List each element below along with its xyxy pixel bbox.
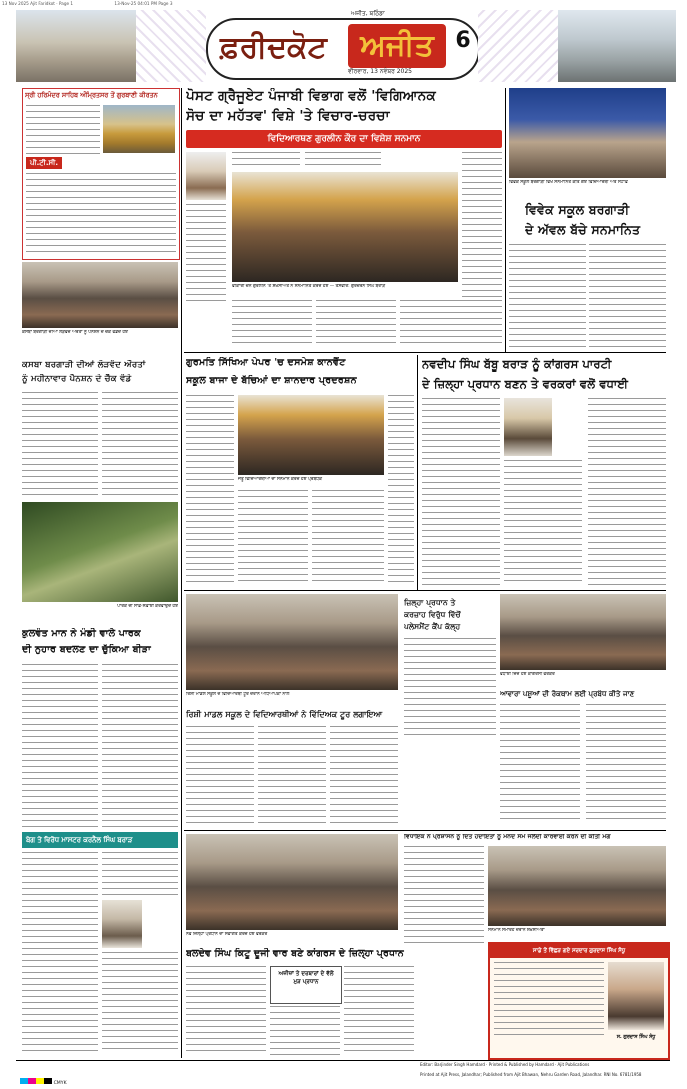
masthead xyxy=(16,8,676,83)
main-text-bottom-2 xyxy=(316,300,396,348)
masthead-title-box xyxy=(206,10,480,80)
cmyk-magenta-swatch xyxy=(28,1078,36,1084)
kauni-headline: ਬਲਦੇਵ ਸਿੰਘ ਕਿਟੂ ਦੂਜੀ ਵਾਰ ਬਣੇ ਕਾਂਗਰਸ ਦੇ ਜ਼ਿਲ੍ਹਾ ਪ੍ਰਧਾਨ xyxy=(186,948,404,959)
gurmat-headline-2: ਸਕੂਲ ਬਾਜਾ ਦੇ ਬੱਚਿਆਂ ਦਾ ਸ਼ਾਨਦਾਰ ਪ੍ਰਦਰਸ਼ਨ xyxy=(186,375,357,386)
main-photo xyxy=(232,172,458,282)
main-text-bottom-3 xyxy=(400,300,502,348)
school-photo-caption: ਵਿਵੇਕ ਸਕੂਲ ਬਰਗਾੜੀ ਵਿਖੇ ਸਨਮਾਨਿਤ ਕੀਤੇ ਗਏ ਵਿਦਿਆਰਥੀ ਅਤੇ ਸਟਾਫ਼ xyxy=(509,180,628,185)
kirtan-headline: ਸ੍ਰੀ ਹਰਿਮੰਦਰ ਸਾਹਿਬ ਅੰਮ੍ਰਿਤਸਰ ਤੋਂ ਗੁਰਬਾਣੀ ਕੀਰਤਨ xyxy=(25,91,158,99)
park-photo-caption: ਪਾਰਕ ਦੀ ਸਾਫ਼-ਸਫ਼ਾਈ ਕਰਵਾਉਂਦੇ ਹੋਏ xyxy=(117,604,178,609)
masthead-title-right-box xyxy=(348,24,446,68)
column-divider-2 xyxy=(505,88,506,352)
school-headline-2: ਦੇ ਅੱਵਲ ਬੱਚੇ ਸਨਮਾਨਿਤ xyxy=(525,222,641,237)
main-photo-caption: ਵੀਂਕਾਰੀ ਚੇਨ ਗੁਰਲੀਨ 'ਤੇ ਸ਼ਖ਼ਸੀਅਤ ਨੇ ਸਨਮਾਨਿਤ ਕਰਦੇ ਹੋਏ — ਤਸਵੀਰ: ਗੁਰਚਰਨ ਸਿੰਘ ਬਰਾੜ xyxy=(232,284,386,289)
main-text-col2 xyxy=(232,152,300,170)
masthead-edition: ਅਜੀਤ, ਬਠਿੰਡਾ xyxy=(348,10,388,18)
gurmat-headline-1: ਗੁਰਮਤਿ ਸਿੱਖਿਆ ਪੇਪਰ 'ਚ ਦਸਮੇਸ਼ ਕਾਨਵੈਂਟ xyxy=(186,357,346,368)
school-photo xyxy=(509,88,666,178)
rishi-headline: ਰਿਸ਼ੀ ਮਾਡਲ ਸਕੂਲ ਦੇ ਵਿਦਿਆਰਥੀਆਂ ਨੇ ਵਿੱਦਿਅਕ ਟੂਰ ਲਗਾਇਆ xyxy=(186,710,383,719)
main-small-photo xyxy=(186,152,226,200)
page-number: 6 xyxy=(455,28,471,53)
kauni-text-col3 xyxy=(344,966,414,1056)
aawara-headline-2: ਵਿਧਾਇਕ ਨੇ ਪ੍ਰਸ਼ਾਸਨ ਨੂੰ ਦਿੱਤੇ ਹਦਾਇਤਾਂ ਨੂੰ ਮੰਨਦੇ ਸਮੇਂ ਜਲਦੀ ਕਾਰਵਾਈ ਕਰਨ ਦੀ ਕੀਤੀ ਮੰਗ xyxy=(404,834,611,840)
footer-cmyk xyxy=(20,1078,80,1086)
kirtan-text-1 xyxy=(26,105,100,155)
story-kirtan xyxy=(22,88,180,260)
kauni-text-col1 xyxy=(186,966,266,1056)
congress-headline-2: ਦੇ ਜ਼ਿਲ੍ਹਾ ਪ੍ਰਧਾਨ ਬਣਨ ਤੇ ਵਰਕਰਾਂ ਵਲੋਂ ਵਧਾਈ xyxy=(422,377,629,391)
kauni-pull-quote: ਅਜ਼ੀਜ਼ਾਂ ਤੇ ਦਰਬਾਰਾਂ ਦੇ ਵੱਲੋਂ ਮੁੜ ਪ੍ਰਧਾਨ xyxy=(278,971,334,985)
obit-headline-box xyxy=(22,832,178,848)
row-divider-2 xyxy=(184,590,666,591)
tiles-headline-1: ਜ਼ਿਲ੍ਹਾ ਪ੍ਰਧਾਨ ਤੇ xyxy=(404,598,456,607)
column-divider-3 xyxy=(417,355,418,590)
tiles-photo xyxy=(500,594,666,670)
obit-text-col3 xyxy=(102,952,178,1052)
park-headline-2: ਦੀ ਨੁਹਾਰ ਬਦਲਣ ਦਾ ਚੁੱਕਿਆ ਬੀੜਾ xyxy=(22,644,151,655)
school-text-col1 xyxy=(509,244,586,348)
memorial-ad-name: ਸ. ਗੁਰਦਾਸ ਸਿੰਘ ਸੰਧੂ xyxy=(616,1035,656,1040)
gurmat-text-col2 xyxy=(388,395,414,585)
aawara-text-col1 xyxy=(500,704,580,824)
aawara-text-col2 xyxy=(586,704,666,824)
congress-headline-1: ਨਵਦੀਪ ਸਿੰਘ ਬੱਬੂ ਬਰਾੜ ਨੂੰ ਕਾਂਗਰਸ ਪਾਰਟੀ xyxy=(422,357,612,371)
masthead-title-left: ਫ਼ਰੀਦਕੋਟ xyxy=(220,30,327,65)
congress-text-col3 xyxy=(588,398,666,586)
print-slug xyxy=(2,1,685,7)
pension-text-col1 xyxy=(22,392,98,498)
cmyk-yellow-swatch xyxy=(36,1078,44,1084)
masthead-photo-left xyxy=(16,10,136,82)
main-headline-1: ਪੋਸਟ ਗ੍ਰੈਜੂਏਟ ਪੰਜਾਬੀ ਵਿਭਾਗ ਵਲੋਂ 'ਵਿਗਿਆਨਕ xyxy=(186,88,436,104)
obit-text-col1 xyxy=(22,852,98,1052)
memorial-ad-photo xyxy=(608,962,664,1030)
rishi-photo xyxy=(186,594,398,690)
tiles-text xyxy=(404,638,496,738)
tiles-headline-2: ਕਰਜ਼ਾਹ ਵਿਰੁੱਧ ਵਿੱਚੋਂ xyxy=(404,610,461,619)
row-divider-1 xyxy=(184,352,666,353)
aawara-photo xyxy=(488,846,666,926)
obit-headline: ਬੇਗ ਤੇ ਵਿਰੋਧ ਮਾਸਟਰ ਕਰਨੈਲ ਸਿੰਘ ਬਰਾੜ xyxy=(26,836,133,844)
gurmat-text-col1 xyxy=(186,395,234,585)
kirtan-text-2 xyxy=(26,173,176,255)
obit-text-col2 xyxy=(102,852,178,896)
congress-photo xyxy=(504,398,552,456)
cmyk-cyan-swatch xyxy=(20,1078,28,1084)
main-banner-text: ਵਿਦਿਆਰਥਣ ਗੁਰਲੀਨ ਕੌਰ ਦਾ ਵਿਸ਼ੇਸ਼ ਸਨਮਾਨ xyxy=(267,134,421,144)
print-slug-right: 13-Nov-25 04:01 PM Page 3 xyxy=(114,1,173,6)
memorial-ad-title-box xyxy=(490,944,668,958)
column-divider-1 xyxy=(181,88,182,1058)
pension-photo-caption: ਕਸਬਾ ਬਰਗਾੜੀ ਦੀਆਂ ਲੋੜਵੰਦ ਔਰਤਾਂ ਨੂੰ ਪੈਨਸ਼ਨ ਦੇ ਚੈੱਕ ਵੰਡਦੇ ਹੋਏ xyxy=(22,330,128,335)
gurmat-text-col4 xyxy=(312,490,384,585)
main-headline-2: ਸੋਚ ਦਾ ਮਹੱਤਵ' ਵਿਸ਼ੇ 'ਤੇ ਵਿਚਾਰ-ਚਰਚਾ xyxy=(186,108,390,124)
print-slug-left: 13 Nov 2025 Ajit Faridkot · Page 1 xyxy=(2,1,74,6)
school-headline-1: ਵਿਵੇਕ ਸਕੂਲ ਬਰਗਾੜੀ xyxy=(525,202,630,217)
memorial-ad-title: ਸਾਡੇ ਤੋਂ ਵਿੱਛੜ ਗਏ ਸਰਦਾਰ ਗੁਰਦਾਸ ਸਿੰਘ ਸੰਧੂ xyxy=(532,948,626,954)
masthead-pattern-right xyxy=(478,10,558,82)
pension-headline-2: ਨੂੰ ਮਹੀਨਾਵਾਰ ਪੈਨਸ਼ਨ ਦੇ ਚੈੱਕ ਵੰਡੇ xyxy=(22,374,132,384)
tiles-headline-3: ਪਲੇਸਮੈਂਟ ਕੈਂਪ ਕੱਲ੍ਹ xyxy=(404,622,461,631)
rishi-text-col3 xyxy=(330,726,398,826)
pension-text-col2 xyxy=(102,392,178,498)
cmyk-black-swatch xyxy=(44,1078,52,1084)
kirtan-photo xyxy=(103,105,175,153)
kauni-pull-quote-box xyxy=(270,966,342,1004)
rishi-text-col2 xyxy=(258,726,326,826)
park-text-col2 xyxy=(102,664,178,828)
congress-text-col2 xyxy=(504,460,582,586)
gurmat-photo xyxy=(238,395,384,475)
park-text-col1 xyxy=(22,664,98,828)
main-text-col3 xyxy=(305,152,381,170)
main-text-bottom-1 xyxy=(232,300,312,348)
gurmat-photo-caption: ਜੇਤੂ ਵਿਦਿਆਰਥੀਆਂ ਦਾ ਸਨਮਾਨ ਕਰਦੇ ਹੋਏ ਪ੍ਰਬੰਧਕ xyxy=(238,477,322,482)
footer-divider xyxy=(16,1060,670,1061)
masthead-title-right: ਅਜੀਤ xyxy=(360,28,434,63)
gurmat-text-col3 xyxy=(238,490,308,585)
aawara-headline: ਆਵਾਰਾ ਪਸ਼ੂਆਂ ਦੀ ਰੋਕਥਾਮ ਲਈ ਪ੍ਰਬੰਧ ਕੀਤੇ ਜਾਣ xyxy=(500,690,635,698)
aawara-text-col3 xyxy=(404,846,484,946)
rishi-text-col1 xyxy=(186,726,254,826)
kauni-photo xyxy=(186,834,398,930)
obit-photo xyxy=(102,900,142,948)
tiles-photo-caption: ਵਧਾਈ ਦਿੰਦੇ ਹੋਏ ਕਾਂਗਰਸੀ ਵਰਕਰ xyxy=(500,672,555,677)
footer-press: Printed at Ajit Press, Jalandhar; Published from Ajit Bhawan, Nehru Garden Road, Jalandhar. RNI No. 6781/1958 xyxy=(420,1072,642,1077)
main-text-col4 xyxy=(462,152,502,302)
congress-text-col1 xyxy=(422,398,500,586)
park-headline-1: ਕੁਲਵੰਤ ਮਾਨ ਨੇ ਮੰਡੀ ਵਾਲੇ ਪਾਰਕ xyxy=(22,628,141,639)
kauni-photo-caption: ਨਵੇਂ ਜ਼ਿਲ੍ਹਾ ਪ੍ਰਧਾਨ ਦਾ ਸਵਾਗਤ ਕਰਦੇ ਹੋਏ ਵਰਕਰ xyxy=(186,932,268,937)
masthead-photo-right xyxy=(558,10,676,82)
footer-publisher: Editor: Barjinder Singh Hamdard · Printed & Published by Hamdard · Ajit Publications xyxy=(420,1062,590,1067)
school-text-col2 xyxy=(589,244,666,348)
main-banner xyxy=(186,130,502,148)
kauni-text-col2 xyxy=(270,1006,340,1056)
masthead-pattern-left xyxy=(136,10,206,82)
memorial-ad-text xyxy=(494,962,604,1038)
cmyk-label: CMYK xyxy=(53,1081,67,1086)
row-divider-3 xyxy=(184,830,666,831)
memorial-ad xyxy=(488,942,670,1060)
pension-headline-1: ਕਸਬਾ ਬਰਗਾੜੀ ਦੀਆਂ ਲੋੜਵੰਦ ਔਰਤਾਂ xyxy=(22,360,146,370)
park-photo xyxy=(22,502,178,602)
main-text-col1 xyxy=(186,204,226,304)
ptc-label: ਪੀ.ਟੀ.ਸੀ. xyxy=(26,157,62,169)
pension-photo xyxy=(22,262,178,328)
aawara-photo-caption: ਸਨਮਾਨ ਸਮਾਰੋਹ ਦੌਰਾਨ ਸ਼ਖ਼ਸੀਅਤਾਂ xyxy=(488,928,545,933)
masthead-date: ਵੀਰਵਾਰ, 13 ਨਵੰਬਰ 2025 xyxy=(348,68,412,75)
rishi-photo-caption: ਰਿਸ਼ੀ ਮਾਡਲ ਸਕੂਲ ਦੇ ਵਿਦਿਆਰਥੀ ਟੂਰ ਦੌਰਾਨ ਅਧਿਆਪਕਾਂ ਨਾਲ xyxy=(186,692,290,697)
